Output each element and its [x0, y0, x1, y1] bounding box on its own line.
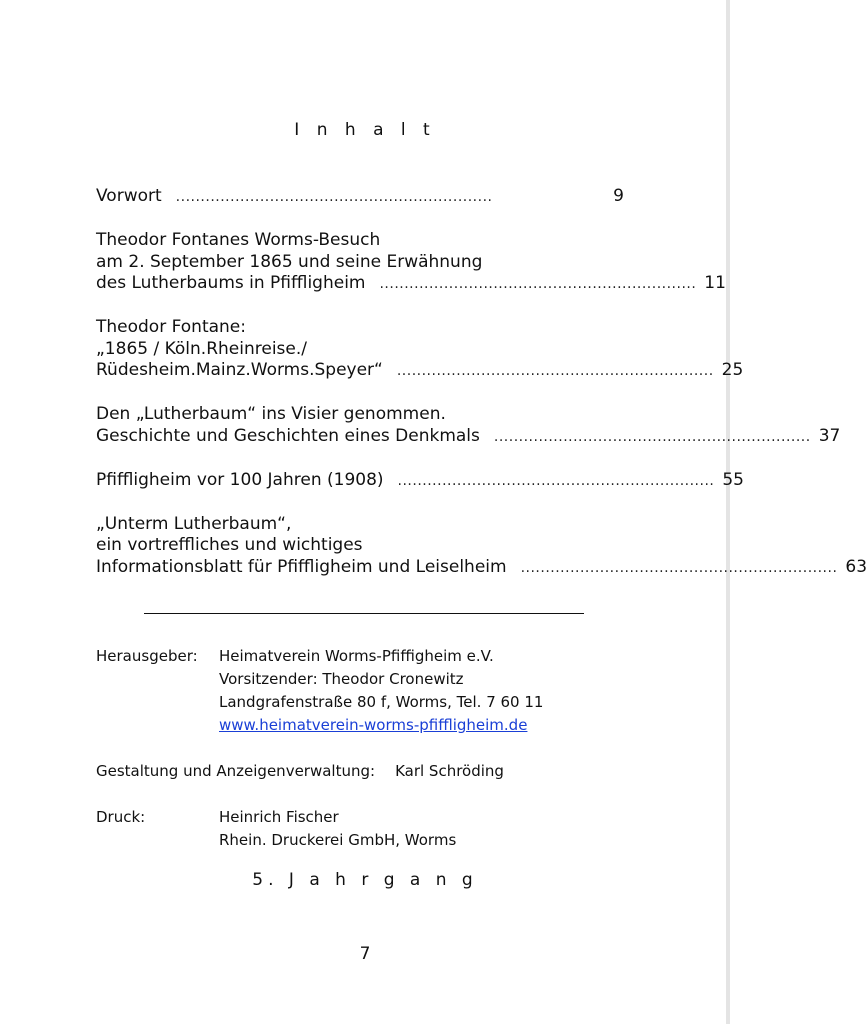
toc-leader-dots: ................................................................: [396, 363, 714, 379]
toc-leader-dots: ................................................................: [520, 559, 838, 576]
printer-name: Heinrich Fischer: [219, 808, 339, 826]
toc-leader-dots: ................................................................: [175, 189, 493, 205]
publisher-address: Landgrafenstraße 80 f, Worms, Tel. 7 60 11: [219, 693, 544, 711]
toc-entry-title-line: „Unterm Lutherbaum“,: [96, 513, 292, 534]
toc-leader-dots: ................................................................: [379, 276, 697, 292]
toc-page-number: 55: [722, 469, 744, 490]
toc-entry-title: Rüdesheim.Mainz.Worms.Speyer“: [96, 360, 383, 380]
toc-entry-title: des Lutherbaums in Pfiffligheim: [96, 273, 366, 293]
toc-page-number: 63: [845, 556, 867, 577]
page-number: 7: [359, 944, 371, 964]
publisher-name: Heimatverein Worms-Pfiffigheim e.V.: [219, 647, 494, 665]
toc-entry-vorwort: [96, 186, 624, 209]
table-of-contents: [96, 186, 867, 601]
toc-page-number: 11: [704, 273, 726, 293]
toc-entry-title: Vorwort: [96, 186, 162, 206]
toc-entry-rheinreise: [96, 317, 744, 383]
toc-entry-title-line: Den „Lutherbaum“ ins Visier genommen.: [96, 404, 446, 424]
print-row: [96, 806, 543, 852]
toc-entry-title-line: „1865 / Köln.Rheinreise./: [96, 338, 307, 359]
print-label: Druck:: [96, 808, 146, 826]
printer-company: Rhein. Druckerei GmbH, Worms: [219, 831, 457, 849]
toc-entry-fontane-besuch: [96, 230, 726, 296]
toc-leader-dots: ................................................................: [493, 428, 811, 445]
design-label: Gestaltung und Anzeigenverwaltung:: [96, 762, 376, 780]
publisher-chair: Vorsitzender: Theodor Cronewitz: [219, 670, 464, 688]
toc-leader-dots: ................................................................: [397, 472, 715, 489]
publisher-row: [96, 645, 543, 737]
toc-entry-title-line: Theodor Fontanes Worms-Besuch: [96, 230, 381, 250]
toc-entry-title-line: am 2. September 1865 und seine Erwähnung: [96, 251, 483, 272]
toc-page-number: 9: [613, 186, 624, 206]
toc-page-number: 25: [721, 360, 744, 380]
toc-entry-title: Pfiffligheim vor 100 Jahren (1908): [96, 469, 384, 490]
toc-entry-unterm-lutherbaum: [96, 513, 867, 580]
toc-entry-title: Informationsblatt für Pfiffligheim und Leiselheim: [96, 556, 507, 577]
imprint: [96, 645, 543, 852]
design-name: Karl Schröding: [395, 762, 504, 780]
toc-entry-lutherbaum: [96, 404, 841, 448]
section-divider: [144, 613, 584, 614]
toc-entry-title-line: Theodor Fontane:: [96, 317, 246, 337]
toc-entry-title: Geschichte und Geschichten eines Denkmals: [96, 425, 480, 446]
toc-page-number: 37: [818, 425, 841, 446]
publisher-website-link[interactable]: www.heimatverein-worms-pfiffligheim.de: [219, 716, 528, 734]
toc-entry-title-line: ein vortreffliches und wichtiges: [96, 535, 363, 555]
volume-year: 5. J a h r g a n g: [252, 870, 478, 890]
publisher-label: Herausgeber:: [96, 647, 198, 665]
page-title: I n h a l t: [294, 120, 436, 140]
toc-entry-pfiffligheim-1908: [96, 469, 744, 493]
design-row: [96, 760, 543, 783]
